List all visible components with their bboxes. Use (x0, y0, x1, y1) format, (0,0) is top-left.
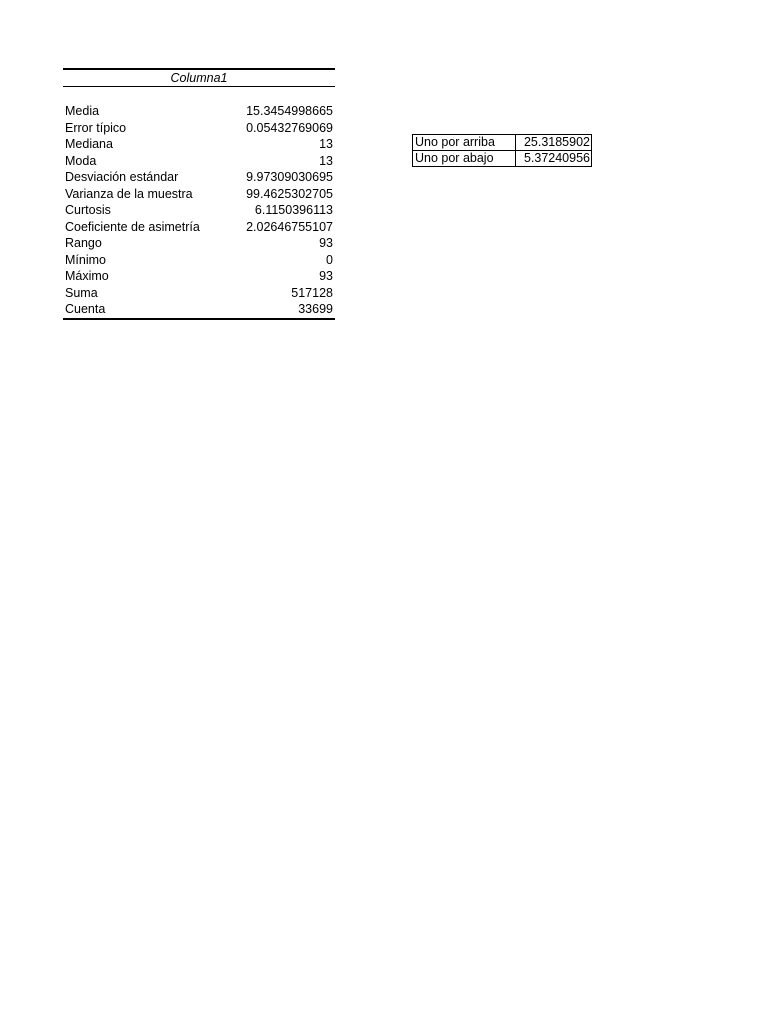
stat-label: Cuenta (65, 302, 106, 316)
stat-label: Suma (65, 285, 98, 300)
descriptive-stats-table (63, 68, 335, 320)
stat-label: Media (65, 104, 100, 118)
stat-row-varianza (63, 186, 335, 203)
stat-row-maximo (63, 268, 335, 285)
stat-label: Varianza de la muestra (65, 186, 193, 201)
stat-label: Mínimo (65, 252, 106, 267)
range-value: 25.3185902 (516, 135, 592, 151)
stat-row-mediana (63, 136, 335, 153)
range-row-arriba (413, 135, 592, 151)
blank-row (63, 87, 335, 103)
range-table (412, 134, 592, 167)
stat-label: Error típico (65, 120, 127, 135)
range-value: 5.37240956 (516, 151, 592, 167)
stat-value: 6.1150396113 (254, 203, 333, 217)
stat-label: Moda (65, 153, 97, 168)
stat-row-rango (63, 235, 335, 252)
stat-row-asimetria (63, 219, 335, 236)
range-row-abajo (413, 151, 592, 167)
stat-value: 517128 (291, 285, 333, 300)
stat-label: Máximo (65, 269, 109, 283)
stat-value: 0.05432769069 (246, 120, 333, 135)
stat-row-minimo (63, 252, 335, 269)
stat-value: 13 (319, 137, 333, 151)
stat-value: 15.3454998665 (246, 104, 333, 118)
stat-label: Rango (65, 236, 102, 250)
stat-value: 93 (319, 269, 333, 283)
stat-row-error-tipico (63, 120, 335, 137)
stat-label: Mediana (65, 137, 113, 151)
stat-label: Desviación estándar (65, 170, 179, 184)
stat-value: 13 (319, 153, 333, 168)
range-label: Uno por arriba (413, 135, 516, 151)
stat-row-moda (63, 153, 335, 170)
stat-row-media (63, 103, 335, 120)
stat-value: 0 (326, 252, 333, 267)
stat-label: Coeficiente de asimetría (65, 219, 200, 234)
stat-value: 9.97309030695 (246, 170, 333, 184)
stat-value: 2.02646755107 (246, 219, 333, 234)
stat-value: 33699 (298, 302, 333, 316)
stat-value: 93 (319, 236, 333, 250)
column-header: Columna1 (63, 70, 335, 87)
range-label: Uno por abajo (413, 151, 516, 167)
stat-row-desviacion-estandar (63, 169, 335, 186)
stat-label: Curtosis (65, 203, 111, 217)
stat-row-cuenta (63, 301, 335, 318)
stat-value: 99.4625302705 (246, 186, 333, 201)
stat-row-suma (63, 285, 335, 302)
stat-row-curtosis (63, 202, 335, 219)
